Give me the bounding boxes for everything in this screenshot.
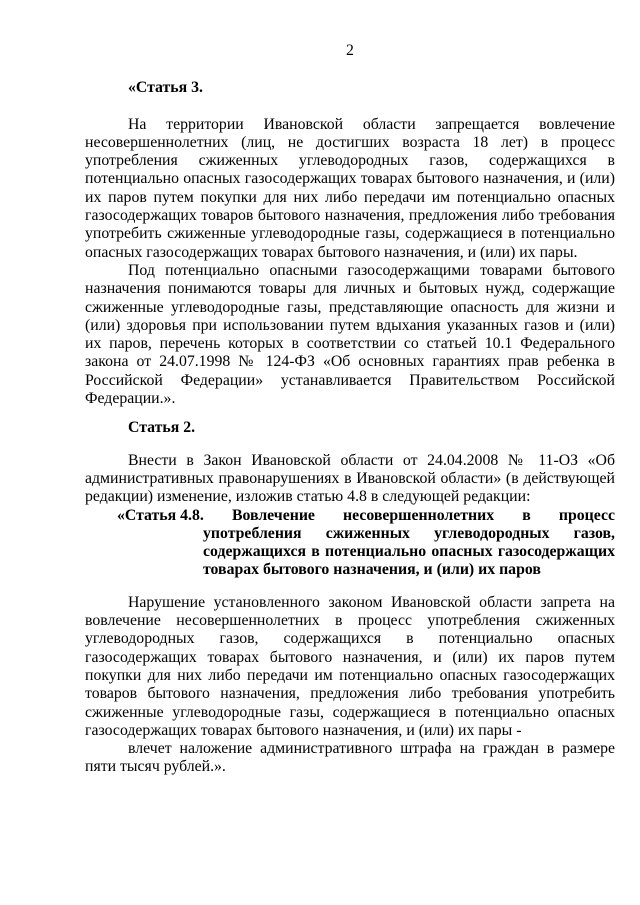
heading-article-2: Статья 2.	[128, 419, 196, 437]
paragraph-definition: Под потенциально опасными газосодержащими товарами бытового назначения понимаются товары для личных и бытовых нужд, содержащие сжиженные углеводородные газы, представляющие опасность для жизни и (или) здоровья при использовании путем вдыхания указанных газов и (или) их паров, перечень которых в соответствии со статьей 10.1 Федерального закона от 24.07.1998 № 124-ФЗ «Об основных гарантиях прав ребенка в Российской Федерации» устанавливается Правительством Российской Федерации.».	[85, 261, 615, 408]
text-column	[85, 0, 615, 777]
article-4-8-heading	[85, 507, 615, 580]
paragraph-violation: Нарушение установленного законом Ивановской области запрета на вовлечение несовершеннолетних в процесс употребления сжиженных углеводородных газов, содержащихся в потенциально опасных газосодержащих товарах бытового назначения, и (или) их паров путем покупки для них либо передачи им потенциально опасных газосодержащих товаров бытового назначения, предложения либо требования употребить сжиженные углеводородные газы, содержащиеся в потенциально опасных газосодержащих товарах бытового назначения, и (или) их пары -	[85, 593, 615, 739]
article-4-8-label: «Статья 4.8.	[117, 506, 204, 524]
paragraph-penalty: влечет наложение административного штрафа на граждан в размере пяти тысяч рублей.».	[85, 740, 615, 776]
page-number: 2	[346, 42, 354, 59]
paragraph-prohibition: На территории Ивановской области запрещается вовлечение несовершеннолетних (лиц, не достигших возраста 18 лет) в процесс употребления сжиженных углеводородных газов, содержащихся в потенциально опасных газосодержащих товарах бытового назначения, и (или) их паров путем покупки для них либо передачи им потенциально опасных газосодержащих товаров бытового назначения, предложения либо требования употребить сжиженные углеводородные газы, содержащиеся в потенциально опасных газосодержащих товарах бытового назначения, и (или) их пары.	[85, 115, 615, 261]
heading-article-3: «Статья 3.	[128, 79, 203, 97]
article-4-8-title: Вовлечение несовершеннолетних в процесс употребления сжиженных углеводородных газов, содержащихся в потенциально опасных газосодержащих товарах бытового назначения, и (или) их паров	[203, 506, 615, 579]
paragraph-amendment: Внести в Закон Ивановской области от 24.04.2008 № 11-ОЗ «Об административных правонарушениях в Ивановской области» (в действующей редакции) изменение, изложив статью 4.8 в следующей редакции:	[85, 451, 615, 506]
